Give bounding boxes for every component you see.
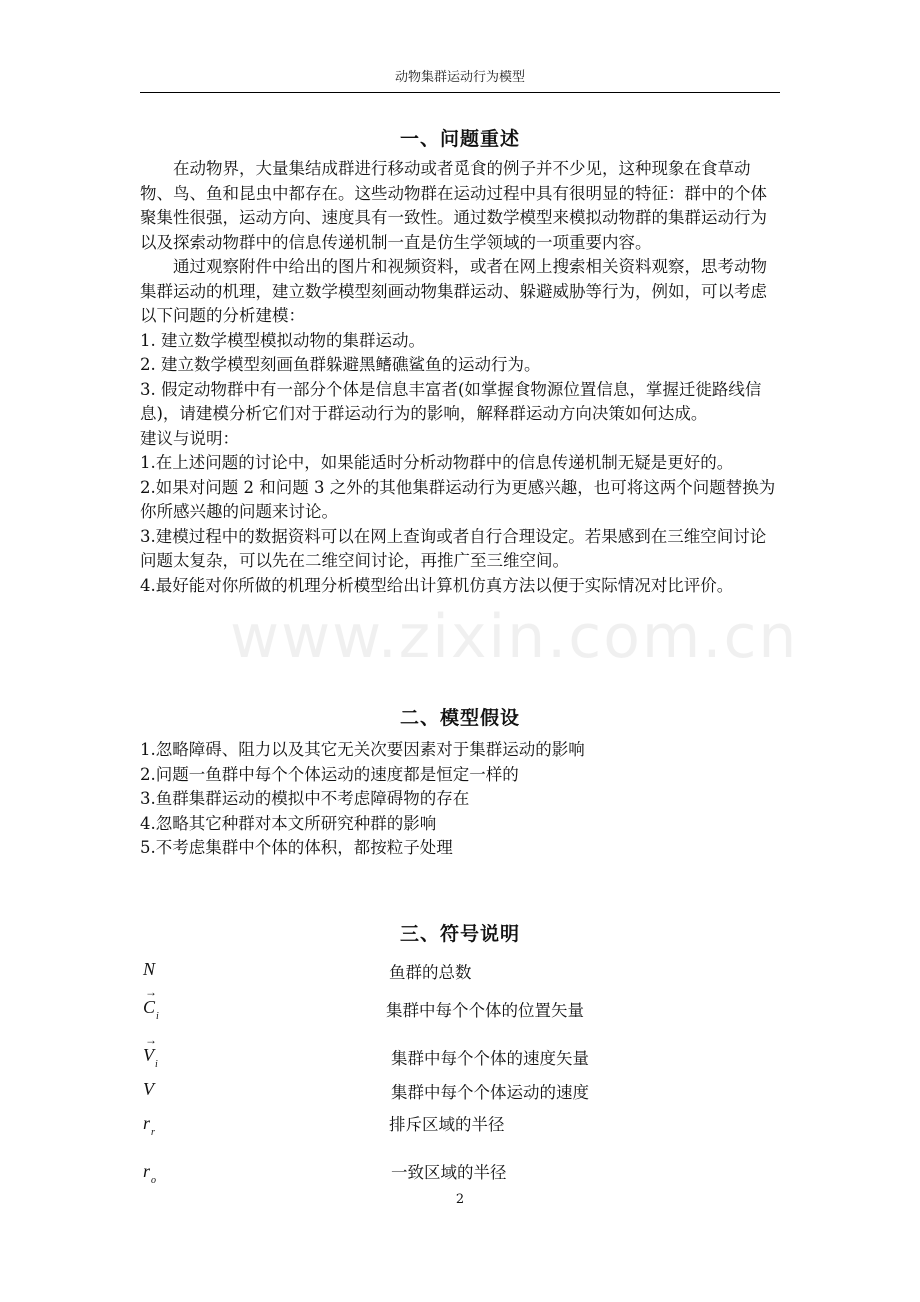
symbol-description: 集群中每个个体的速度矢量 (391, 1049, 589, 1068)
symbol: $r_r$ (143, 1113, 155, 1138)
question-item-3: 3. 假定动物群中有一部分个体是信息丰富者(如掌握食物源位置信息，掌握迁徙路线信息)，请建模分析它们对于群运动行为的影响，解释群运动方向决策如何达成。 (140, 379, 762, 423)
symbol: V (143, 1079, 154, 1099)
vector-arrow: → (145, 985, 157, 999)
section1-body (140, 157, 780, 598)
section-heading-2: 二、模型假设 (399, 707, 520, 729)
advice-item-2: 2.如果对问题 2 和问题 3 之外的其他集群运动行为更感兴趣，也可将这两个问题替换为你所感兴趣的问题来讨论。 (140, 477, 776, 521)
question-item-2: 2. 建立数学模型刻画鱼群躲避黑鳍礁鲨鱼的运动行为。 (140, 355, 541, 374)
symbol: N (143, 959, 156, 979)
page-number: 2 (455, 1192, 465, 1207)
advice-item-3: 3.建模过程中的数据资料可以在网上查询或者自行合理设定。若果感到在三维空间讨论问题太复杂，可以先在二维空间讨论，再推广至三维空间。 (140, 526, 767, 570)
assumption-list (140, 738, 780, 861)
assumption-item-3: 3.鱼群集群运动的模拟中不考虑障碍物的存在 (140, 789, 470, 808)
header-rule (140, 92, 780, 93)
assumption-item-4: 4.忽略其它种群对本文所研究种群的影响 (140, 813, 437, 833)
advice-item-1: 1.在上述问题的讨论中，如果能适时分析动物群中的信息传递机制无疑是更好的。 (140, 453, 734, 472)
assumption-item-5: 5.不考虑集群中个体的体积，都按粒子处理 (140, 838, 453, 857)
symbol-row (140, 1111, 780, 1151)
assumption-item-2: 2.问题一鱼群中每个个体运动的速度都是恒定一样的 (140, 764, 519, 784)
symbol-description: 集群中每个个体的位置矢量 (386, 1001, 584, 1020)
watermark: www.zixin.com.cn (230, 602, 799, 672)
symbol-description: 排斥区域的半径 (389, 1115, 505, 1134)
section-heading-3: 三、符号说明 (399, 923, 520, 945)
symbol-description: 一致区域的半径 (391, 1163, 507, 1182)
symbol: $r_o$ (143, 1161, 157, 1186)
symbol: → $V_i$ (143, 1033, 158, 1070)
symbol-row (140, 985, 780, 1035)
advice-item-4: 4.最好能对你所做的机理分析模型给出计算机仿真方法以便于实际情况对比评价。 (140, 575, 734, 595)
section1-paragraph-2: 通过观察附件中给出的图片和视频资料，或者在网上搜索相关资料观察，思考动物集群运动的机理，建立数学模型刻画动物集群运动、躲避威胁等行为，例如，可以考虑以下问题的分析建模： (140, 257, 767, 325)
section1-paragraph-1: 在动物界，大量集结成群进行移动或者觅食的例子并不少见，这种现象在食草动物、鸟、鱼和昆虫中都存在。这些动物群在运动过程中具有很明显的特征：群中的个体聚集性很强，运动方向、速度具有一致性。通过数学模型来模拟动物群的集群运动行为以及探索动物群中的信息传递机制一直是仿生学领域的一项重要内容。 (140, 159, 767, 252)
running-header: 动物集群运动行为模型 (394, 70, 525, 85)
symbol-description: 集群中每个个体运动的速度 (391, 1083, 589, 1102)
advice-label: 建议与说明： (140, 428, 239, 448)
symbol-row (140, 957, 780, 997)
symbol-description: 鱼群的总数 (389, 963, 472, 982)
symbol: → $C_i$ (143, 985, 159, 1022)
assumption-item-1: 1.忽略障碍、阻力以及其它无关次要因素对于集群运动的影响 (140, 740, 585, 759)
section-heading-1: 一、问题重述 (399, 128, 520, 150)
question-item-1: 1. 建立数学模型模拟动物的集群运动。 (140, 330, 425, 350)
vector-arrow: → (145, 1033, 157, 1047)
